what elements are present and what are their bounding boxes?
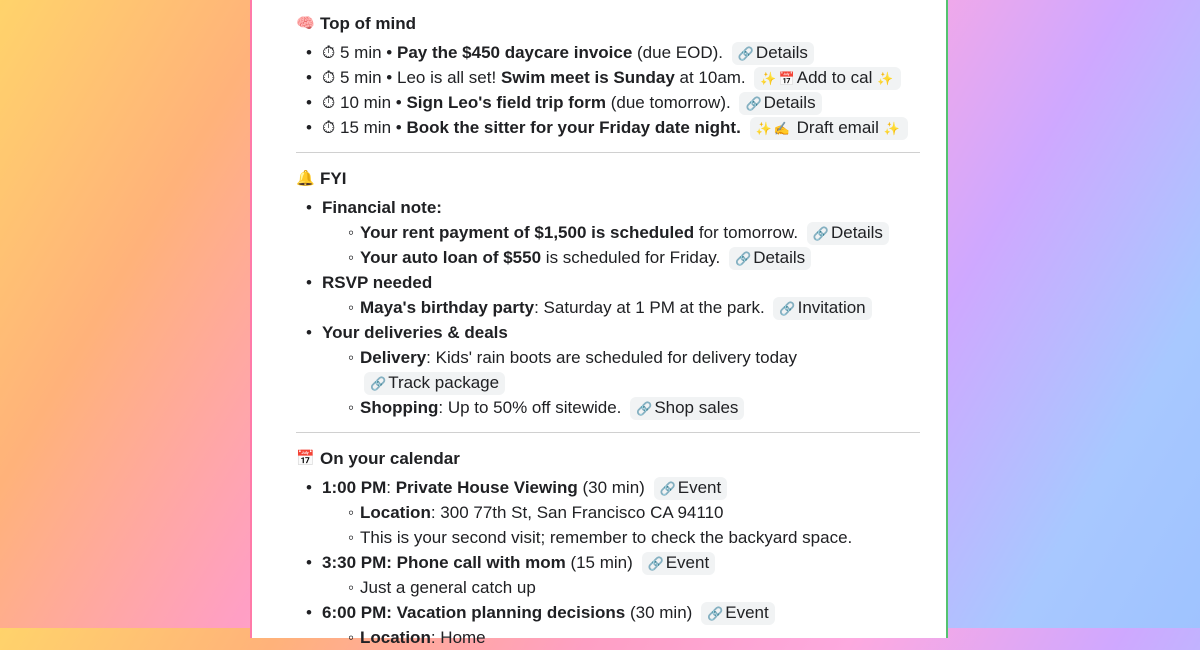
link-icon: 🔗 [647, 556, 664, 571]
details-link[interactable]: 🔗 Details [807, 222, 889, 245]
calendar-event: • 6:00 PM: Vacation planning decisions (30 min) 🔗 Event ◦ Location: Home [306, 600, 920, 650]
shop-sales-link[interactable]: 🔗 Shop sales [630, 397, 744, 420]
fyi-list [296, 195, 920, 420]
sub-list-item: ◦ Maya's birthday party: Saturday at 1 PM at the park. 🔗 Invitation [348, 295, 920, 320]
list-item: • Financial note: ◦ Your rent payment of $1,500 is scheduled for tomorrow. 🔗 Details ◦ Your auto loan of $550 is scheduled for Friday. 🔗 Details [306, 195, 920, 270]
bell-icon: 🔔 [296, 169, 315, 187]
briefing-content [296, 10, 920, 650]
details-link[interactable]: 🔗 Details [729, 247, 811, 270]
link-icon: 🔗 [636, 401, 653, 416]
draft-email-button[interactable]: ✨ ✍ Draft email ✨ [750, 117, 908, 140]
stopwatch-icon: ⏱ [322, 68, 336, 87]
sub-list-item: ◦ Shopping: Up to 50% off sitewide. 🔗 Shop sales [348, 395, 920, 420]
briefing-card [250, 0, 948, 647]
writing-hand-icon: ✍ [773, 121, 790, 136]
sub-list-item: ◦ Your rent payment of $1,500 is scheduled for tomorrow. 🔗 Details [348, 220, 920, 245]
event-link[interactable]: 🔗 Event [642, 552, 716, 575]
list-item: • ⏱ 5 min • Pay the $450 daycare invoice (due EOD). 🔗 Details [306, 40, 920, 65]
sub-list-item: ◦ Delivery: Kids' rain boots are scheduled for delivery today 🔗 Track package [348, 345, 920, 395]
link-icon: 🔗 [745, 96, 762, 111]
track-package-link[interactable]: 🔗 Track package [364, 372, 505, 395]
sub-list-item: ◦ Location: 300 77th St, San Francisco CA 94110 [348, 500, 920, 525]
brain-icon: 🧠 [296, 14, 315, 32]
stopwatch-icon: ⏱ [322, 43, 336, 62]
section-title-calendar: 📅 On your calendar [296, 445, 920, 471]
calendar-event: • 3:30 PM: Phone call with mom (15 min) 🔗 Event ◦ Just a general catch up [306, 550, 920, 600]
event-link[interactable]: 🔗 Event [701, 602, 775, 625]
sparkle-icon: ✨ [760, 71, 777, 86]
list-item: • RSVP needed ◦ Maya's birthday party: Saturday at 1 PM at the park. 🔗 Invitation [306, 270, 920, 320]
list-item: • ⏱ 5 min • Leo is all set! Swim meet is Sunday at 10am. ✨ 📅 Add to cal ✨ [306, 65, 920, 90]
sparkle-icon: ✨ [883, 121, 900, 136]
link-icon: 🔗 [737, 46, 754, 61]
calendar-list [296, 475, 920, 650]
invitation-link[interactable]: 🔗 Invitation [773, 297, 871, 320]
sub-list-item: ◦ Your auto loan of $550 is scheduled for Friday. 🔗 Details [348, 245, 920, 270]
link-icon: 🔗 [370, 376, 387, 391]
event-link[interactable]: 🔗 Event [654, 477, 728, 500]
calendar-icon: 📅 [778, 71, 795, 86]
section-title-top-of-mind: 🧠 Top of mind [296, 10, 920, 36]
add-to-calendar-button[interactable]: ✨ 📅 Add to cal ✨ [754, 67, 901, 90]
section-divider [296, 432, 920, 433]
section-title-fyi: 🔔 FYI [296, 165, 920, 191]
stopwatch-icon: ⏱ [322, 93, 336, 112]
link-icon: 🔗 [812, 226, 829, 241]
details-link[interactable]: 🔗 Details [732, 42, 814, 65]
sub-list-item: ◦ Location: Home [348, 625, 920, 650]
sub-list [322, 220, 920, 270]
sub-list-item: ◦ This is your second visit; remember to check the backyard space. [348, 525, 920, 550]
list-item: • Your deliveries & deals ◦ Delivery: Kids' rain boots are scheduled for delivery today 🔗 Track package ◦ Shopping: Up to 50% off sitewide. 🔗 Shop sales [306, 320, 920, 420]
sub-list [322, 500, 920, 550]
link-icon: 🔗 [707, 606, 724, 621]
calendar-icon: 📅 [296, 449, 315, 467]
link-icon: 🔗 [735, 251, 752, 266]
stopwatch-icon: ⏱ [322, 118, 336, 137]
calendar-event: • 1:00 PM: Private House Viewing (30 min) 🔗 Event ◦ Location: 300 77th St, San Francisco CA 94110 ◦ This is your second visit; remember to check the backyard space. [306, 475, 920, 550]
sub-list [322, 625, 920, 650]
top-of-mind-list [296, 40, 920, 140]
sub-list [322, 575, 920, 600]
sub-list [322, 345, 920, 420]
sparkle-icon: ✨ [877, 71, 894, 86]
sub-list [322, 295, 920, 320]
list-item: • ⏱ 15 min • Book the sitter for your Friday date night. ✨ ✍ Draft email ✨ [306, 115, 920, 140]
list-item: • ⏱ 10 min • Sign Leo's field trip form (due tomorrow). 🔗 Details [306, 90, 920, 115]
sub-list-item: ◦ Just a general catch up [348, 575, 920, 600]
link-icon: 🔗 [659, 481, 676, 496]
link-icon: 🔗 [779, 301, 796, 316]
details-link[interactable]: 🔗 Details [739, 92, 821, 115]
sparkle-icon: ✨ [755, 121, 772, 136]
section-divider [296, 152, 920, 153]
